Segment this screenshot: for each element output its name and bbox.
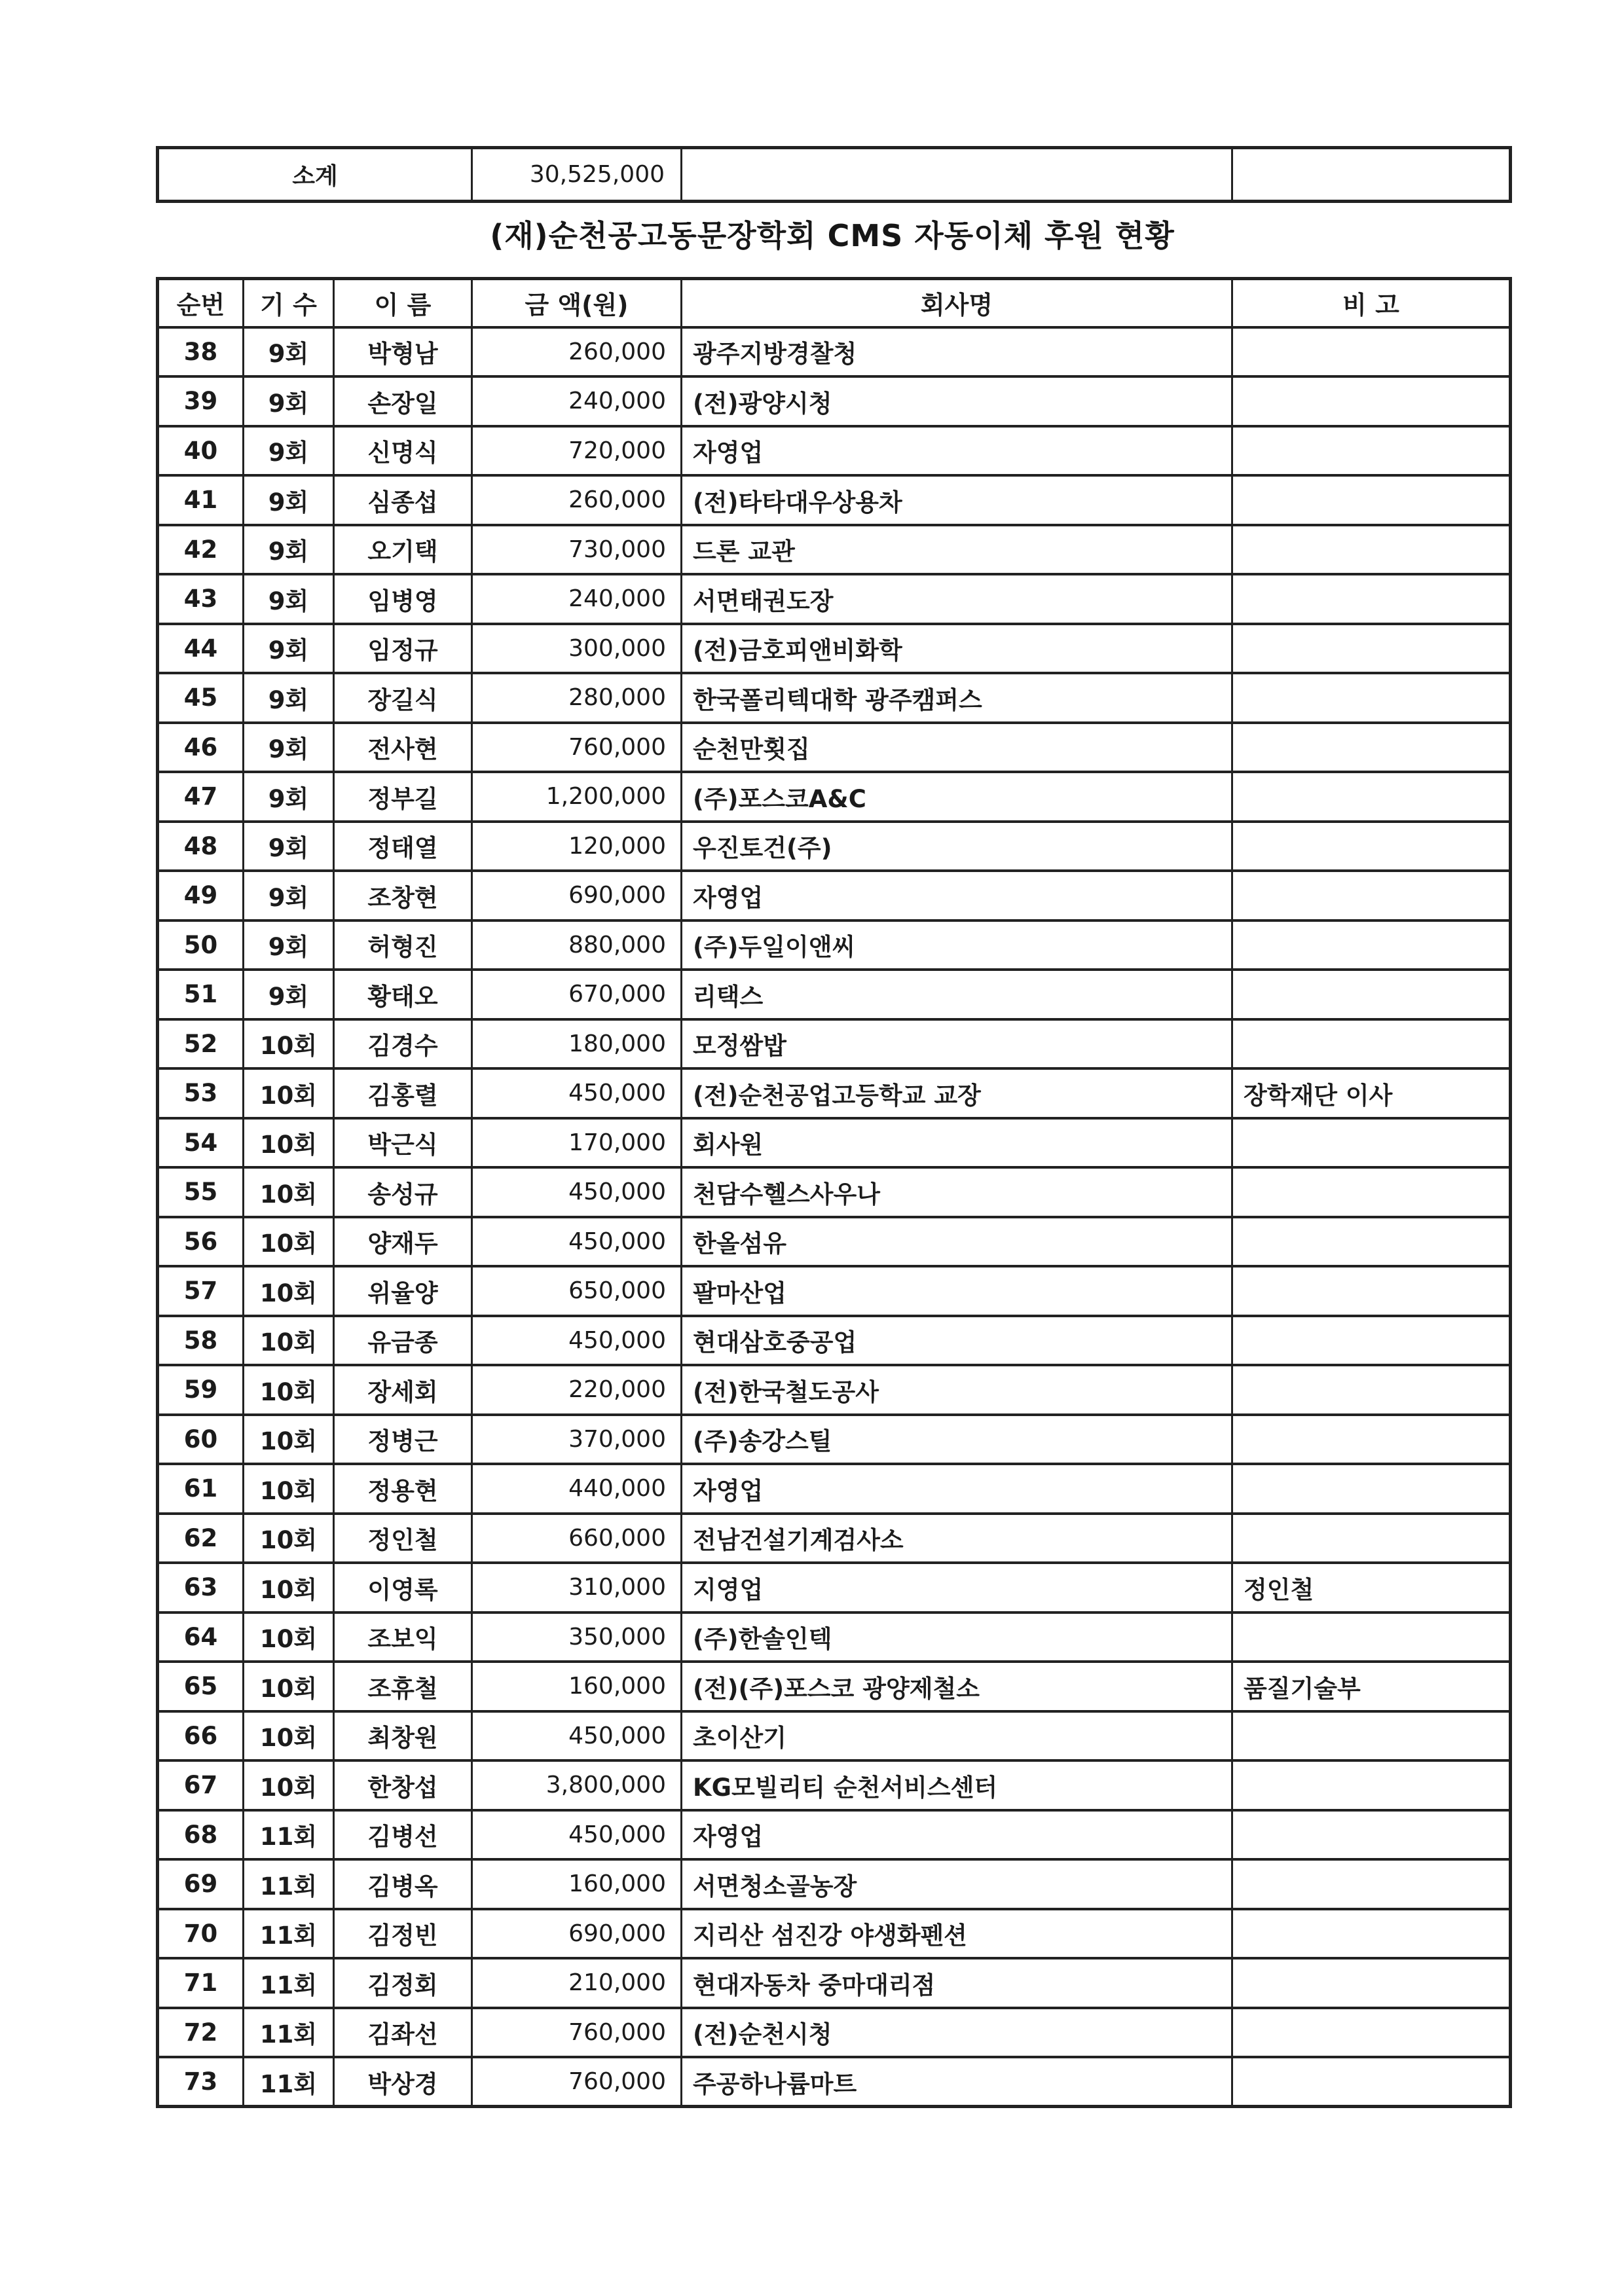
cell-no: 54 [158, 1118, 244, 1168]
cell-cohort: 9회 [244, 822, 334, 871]
cell-company: 지영업 [682, 1563, 1232, 1613]
cell-note [1232, 327, 1511, 377]
cell-name: 정병근 [334, 1415, 472, 1465]
cell-amount: 450,000 [472, 1711, 682, 1761]
cell-name: 박근식 [334, 1118, 472, 1168]
subtotal-table [156, 146, 1512, 203]
cell-amount: 720,000 [472, 426, 682, 476]
cell-name: 장세회 [334, 1365, 472, 1415]
cell-no: 45 [158, 673, 244, 723]
cell-cohort: 9회 [244, 673, 334, 723]
cell-amount: 220,000 [472, 1365, 682, 1415]
cell-amount: 760,000 [472, 2057, 682, 2107]
subtotal-label: 소계 [158, 148, 472, 202]
cell-company: (전)광양시청 [682, 376, 1232, 426]
table-row [158, 970, 1511, 1019]
cell-company: 드론 교관 [682, 525, 1232, 575]
cell-cohort: 9회 [244, 624, 334, 674]
cell-note [1232, 970, 1511, 1019]
cell-company: 현대자동차 중마대리점 [682, 1958, 1232, 2008]
cell-amount: 120,000 [472, 822, 682, 871]
cell-cohort: 9회 [244, 475, 334, 525]
table-row [158, 920, 1511, 970]
table-row [158, 2057, 1511, 2107]
header-row [158, 279, 1511, 327]
cell-note [1232, 624, 1511, 674]
cell-note [1232, 1711, 1511, 1761]
cell-company: (주)한솔인텍 [682, 1613, 1232, 1662]
cell-company: 현대삼호중공업 [682, 1316, 1232, 1366]
cell-cohort: 11회 [244, 1810, 334, 1860]
cell-amount: 670,000 [472, 970, 682, 1019]
cell-cohort: 10회 [244, 1316, 334, 1366]
cell-amount: 280,000 [472, 673, 682, 723]
cell-company: 지리산 섬진강 야생화펜션 [682, 1909, 1232, 1959]
cell-amount: 690,000 [472, 871, 682, 920]
cell-amount: 450,000 [472, 1316, 682, 1366]
cell-amount: 240,000 [472, 574, 682, 624]
cell-no: 70 [158, 1909, 244, 1959]
cell-company: 순천만횟집 [682, 723, 1232, 773]
cell-no: 39 [158, 376, 244, 426]
cell-company: 리택스 [682, 970, 1232, 1019]
cell-note [1232, 1464, 1511, 1514]
cell-no: 52 [158, 1019, 244, 1069]
cell-no: 58 [158, 1316, 244, 1366]
cell-cohort: 10회 [244, 1266, 334, 1316]
cell-cohort: 10회 [244, 1118, 334, 1168]
cell-amount: 160,000 [472, 1662, 682, 1711]
cell-cohort: 11회 [244, 1958, 334, 2008]
cell-amount: 300,000 [472, 624, 682, 674]
cell-note: 품질기술부 [1232, 1662, 1511, 1711]
table-row [158, 723, 1511, 773]
header-amount: 금 액(원) [472, 279, 682, 327]
cell-name: 정태열 [334, 822, 472, 871]
cell-company: 우진토건(주) [682, 822, 1232, 871]
cell-amount: 370,000 [472, 1415, 682, 1465]
cell-note [1232, 574, 1511, 624]
cell-company: 한국폴리텍대학 광주캠퍼스 [682, 673, 1232, 723]
cell-company: (전)한국철도공사 [682, 1365, 1232, 1415]
cell-name: 정인철 [334, 1514, 472, 1563]
cell-cohort: 10회 [244, 1464, 334, 1514]
cell-cohort: 9회 [244, 426, 334, 476]
cell-name: 임병영 [334, 574, 472, 624]
table-row [158, 871, 1511, 920]
cell-name: 이영록 [334, 1563, 472, 1613]
table-row [158, 426, 1511, 476]
table-row [158, 772, 1511, 822]
cell-note [1232, 1909, 1511, 1959]
cell-name: 조보익 [334, 1613, 472, 1662]
cell-cohort: 9회 [244, 376, 334, 426]
cell-company: 서면청소골농장 [682, 1859, 1232, 1909]
cell-company: 자영업 [682, 1464, 1232, 1514]
cell-amount: 650,000 [472, 1266, 682, 1316]
cell-amount: 260,000 [472, 327, 682, 377]
cell-name: 임정규 [334, 624, 472, 674]
table-row [158, 1909, 1511, 1959]
cell-no: 59 [158, 1365, 244, 1415]
cell-amount: 310,000 [472, 1563, 682, 1613]
cell-note [1232, 1266, 1511, 1316]
cell-name: 황태오 [334, 970, 472, 1019]
cell-no: 56 [158, 1217, 244, 1267]
cell-amount: 450,000 [472, 1810, 682, 1860]
cell-amount: 660,000 [472, 1514, 682, 1563]
subtotal-note-cell [1232, 148, 1511, 202]
cell-note [1232, 1217, 1511, 1267]
cell-name: 최창원 [334, 1711, 472, 1761]
cell-note [1232, 673, 1511, 723]
cell-company: 초이산기 [682, 1711, 1232, 1761]
cell-name: 박형남 [334, 327, 472, 377]
donation-table [156, 277, 1512, 2108]
cell-cohort: 9회 [244, 772, 334, 822]
cell-no: 61 [158, 1464, 244, 1514]
cell-amount: 730,000 [472, 525, 682, 575]
cell-name: 한창섭 [334, 1760, 472, 1810]
cell-company: (전)(주)포스코 광양제철소 [682, 1662, 1232, 1711]
cell-name: 김정빈 [334, 1909, 472, 1959]
cell-note [1232, 920, 1511, 970]
cell-no: 72 [158, 2008, 244, 2058]
cell-note [1232, 772, 1511, 822]
table-row [158, 624, 1511, 674]
subtotal-row [158, 148, 1511, 202]
cell-company: 팔마산업 [682, 1266, 1232, 1316]
cell-amount: 210,000 [472, 1958, 682, 2008]
table-row [158, 822, 1511, 871]
table-row [158, 1316, 1511, 1366]
cell-note [1232, 1118, 1511, 1168]
table-row [158, 1662, 1511, 1711]
cell-company: 전남건설기계검사소 [682, 1514, 1232, 1563]
cell-no: 49 [158, 871, 244, 920]
cell-no: 51 [158, 970, 244, 1019]
cell-cohort: 9회 [244, 525, 334, 575]
cell-no: 68 [158, 1810, 244, 1860]
cell-cohort: 10회 [244, 1563, 334, 1613]
cell-name: 손장일 [334, 376, 472, 426]
cell-no: 71 [158, 1958, 244, 2008]
cell-no: 66 [158, 1711, 244, 1761]
header-company: 회사명 [682, 279, 1232, 327]
table-row [158, 1613, 1511, 1662]
cell-name: 전사현 [334, 723, 472, 773]
cell-company: (전)순천시청 [682, 2008, 1232, 2058]
cell-name: 박상경 [334, 2057, 472, 2107]
cell-name: 송성규 [334, 1167, 472, 1217]
cell-company: 한올섬유 [682, 1217, 1232, 1267]
cell-note [1232, 475, 1511, 525]
cell-name: 김경수 [334, 1019, 472, 1069]
cell-company: 회사원 [682, 1118, 1232, 1168]
table-row [158, 1958, 1511, 2008]
table-row [158, 1760, 1511, 1810]
cell-no: 67 [158, 1760, 244, 1810]
cell-no: 64 [158, 1613, 244, 1662]
subtotal-company-cell [682, 148, 1232, 202]
cell-cohort: 9회 [244, 871, 334, 920]
cell-name: 오기택 [334, 525, 472, 575]
cell-name: 유금종 [334, 1316, 472, 1366]
cell-note [1232, 1316, 1511, 1366]
cell-note [1232, 1514, 1511, 1563]
cell-company: (전)순천공업고등학교 교장 [682, 1068, 1232, 1118]
table-row [158, 1217, 1511, 1267]
cell-no: 50 [158, 920, 244, 970]
cell-cohort: 10회 [244, 1365, 334, 1415]
table-row [158, 1563, 1511, 1613]
page-title: (재)순천공고동문장학회 CMS 자동이체 후원 현황 [490, 218, 1175, 253]
cell-no: 60 [158, 1415, 244, 1465]
cell-note [1232, 1167, 1511, 1217]
cell-company: 자영업 [682, 1810, 1232, 1860]
cell-cohort: 9회 [244, 327, 334, 377]
table-row [158, 376, 1511, 426]
table-row [158, 1464, 1511, 1514]
cell-note [1232, 2057, 1511, 2107]
cell-cohort: 11회 [244, 2008, 334, 2058]
cell-note [1232, 1019, 1511, 1069]
cell-note [1232, 1859, 1511, 1909]
cell-name: 김정회 [334, 1958, 472, 2008]
cell-note: 장학재단 이사 [1232, 1068, 1511, 1118]
cell-cohort: 10회 [244, 1217, 334, 1267]
cell-name: 위율양 [334, 1266, 472, 1316]
cell-amount: 760,000 [472, 723, 682, 773]
cell-no: 48 [158, 822, 244, 871]
cell-amount: 760,000 [472, 2008, 682, 2058]
cell-note [1232, 1810, 1511, 1860]
cell-company: (주)포스코A&C [682, 772, 1232, 822]
cell-no: 53 [158, 1068, 244, 1118]
cell-cohort: 11회 [244, 2057, 334, 2107]
table-row [158, 1019, 1511, 1069]
cell-name: 정용현 [334, 1464, 472, 1514]
cell-no: 63 [158, 1563, 244, 1613]
cell-cohort: 9회 [244, 723, 334, 773]
cell-no: 62 [158, 1514, 244, 1563]
donation-table-body [158, 327, 1511, 2107]
cell-amount: 440,000 [472, 1464, 682, 1514]
cell-name: 김병옥 [334, 1859, 472, 1909]
header-cohort: 기 수 [244, 279, 334, 327]
cell-cohort: 10회 [244, 1019, 334, 1069]
table-row [158, 1514, 1511, 1563]
cell-note [1232, 871, 1511, 920]
cell-no: 44 [158, 624, 244, 674]
table-row [158, 574, 1511, 624]
cell-name: 심종섭 [334, 475, 472, 525]
header-note: 비 고 [1232, 279, 1511, 327]
cell-cohort: 10회 [244, 1711, 334, 1761]
header-name: 이 름 [334, 279, 472, 327]
cell-name: 양재두 [334, 1217, 472, 1267]
table-row [158, 1118, 1511, 1168]
cell-cohort: 10회 [244, 1760, 334, 1810]
cell-name: 장길식 [334, 673, 472, 723]
cell-amount: 1,200,000 [472, 772, 682, 822]
cell-cohort: 10회 [244, 1514, 334, 1563]
cell-name: 신명식 [334, 426, 472, 476]
cell-amount: 450,000 [472, 1217, 682, 1267]
cell-note [1232, 1613, 1511, 1662]
cell-cohort: 11회 [244, 1909, 334, 1959]
cell-note [1232, 1365, 1511, 1415]
cell-note [1232, 376, 1511, 426]
cell-company: 자영업 [682, 426, 1232, 476]
table-row [158, 1859, 1511, 1909]
cell-no: 46 [158, 723, 244, 773]
cell-amount: 260,000 [472, 475, 682, 525]
cell-amount: 170,000 [472, 1118, 682, 1168]
table-row [158, 1068, 1511, 1118]
subtotal-amount: 30,525,000 [472, 148, 682, 202]
cell-amount: 450,000 [472, 1068, 682, 1118]
cell-cohort: 10회 [244, 1613, 334, 1662]
table-row [158, 1167, 1511, 1217]
cell-no: 40 [158, 426, 244, 476]
cell-note [1232, 2008, 1511, 2058]
cell-cohort: 10회 [244, 1662, 334, 1711]
cell-note [1232, 525, 1511, 575]
cell-company: KG모빌리티 순천서비스센터 [682, 1760, 1232, 1810]
table-row [158, 1711, 1511, 1761]
cell-company: 광주지방경찰청 [682, 327, 1232, 377]
cell-cohort: 10회 [244, 1415, 334, 1465]
cell-no: 73 [158, 2057, 244, 2107]
table-row [158, 673, 1511, 723]
header-no: 순번 [158, 279, 244, 327]
cell-cohort: 9회 [244, 920, 334, 970]
cell-company: (전)금호피앤비화학 [682, 624, 1232, 674]
cell-no: 65 [158, 1662, 244, 1711]
cell-amount: 3,800,000 [472, 1760, 682, 1810]
cell-company: 천담수헬스사우나 [682, 1167, 1232, 1217]
cell-note: 정인철 [1232, 1563, 1511, 1613]
cell-note [1232, 426, 1511, 476]
cell-no: 69 [158, 1859, 244, 1909]
cell-name: 김좌선 [334, 2008, 472, 2058]
cell-name: 조창현 [334, 871, 472, 920]
table-row [158, 1415, 1511, 1465]
cell-name: 김병선 [334, 1810, 472, 1860]
cell-no: 42 [158, 525, 244, 575]
table-row [158, 2008, 1511, 2058]
cell-amount: 240,000 [472, 376, 682, 426]
cell-no: 41 [158, 475, 244, 525]
cell-company: 모정쌈밥 [682, 1019, 1232, 1069]
cell-note [1232, 822, 1511, 871]
table-row [158, 1266, 1511, 1316]
cell-amount: 180,000 [472, 1019, 682, 1069]
cell-no: 47 [158, 772, 244, 822]
cell-cohort: 10회 [244, 1068, 334, 1118]
cell-no: 57 [158, 1266, 244, 1316]
cell-amount: 350,000 [472, 1613, 682, 1662]
cell-cohort: 9회 [244, 574, 334, 624]
cell-company: 주공하나륨마트 [682, 2057, 1232, 2107]
cell-amount: 450,000 [472, 1167, 682, 1217]
cell-note [1232, 1415, 1511, 1465]
cell-note [1232, 723, 1511, 773]
cell-no: 38 [158, 327, 244, 377]
cell-name: 조휴철 [334, 1662, 472, 1711]
cell-note [1232, 1760, 1511, 1810]
table-row [158, 475, 1511, 525]
cell-company: (주)두일이앤씨 [682, 920, 1232, 970]
cell-no: 55 [158, 1167, 244, 1217]
cell-amount: 160,000 [472, 1859, 682, 1909]
cell-name: 김홍렬 [334, 1068, 472, 1118]
cell-company: 서면태권도장 [682, 574, 1232, 624]
cell-company: (주)송강스틸 [682, 1415, 1232, 1465]
cell-amount: 880,000 [472, 920, 682, 970]
cell-cohort: 11회 [244, 1859, 334, 1909]
cell-cohort: 9회 [244, 970, 334, 1019]
table-row [158, 1810, 1511, 1860]
table-row [158, 327, 1511, 377]
cell-no: 43 [158, 574, 244, 624]
cell-cohort: 10회 [244, 1167, 334, 1217]
table-row [158, 1365, 1511, 1415]
cell-note [1232, 1958, 1511, 2008]
cell-name: 허형진 [334, 920, 472, 970]
cell-company: 자영업 [682, 871, 1232, 920]
table-row [158, 525, 1511, 575]
cell-name: 정부길 [334, 772, 472, 822]
cell-company: (전)타타대우상용차 [682, 475, 1232, 525]
cell-amount: 690,000 [472, 1909, 682, 1959]
